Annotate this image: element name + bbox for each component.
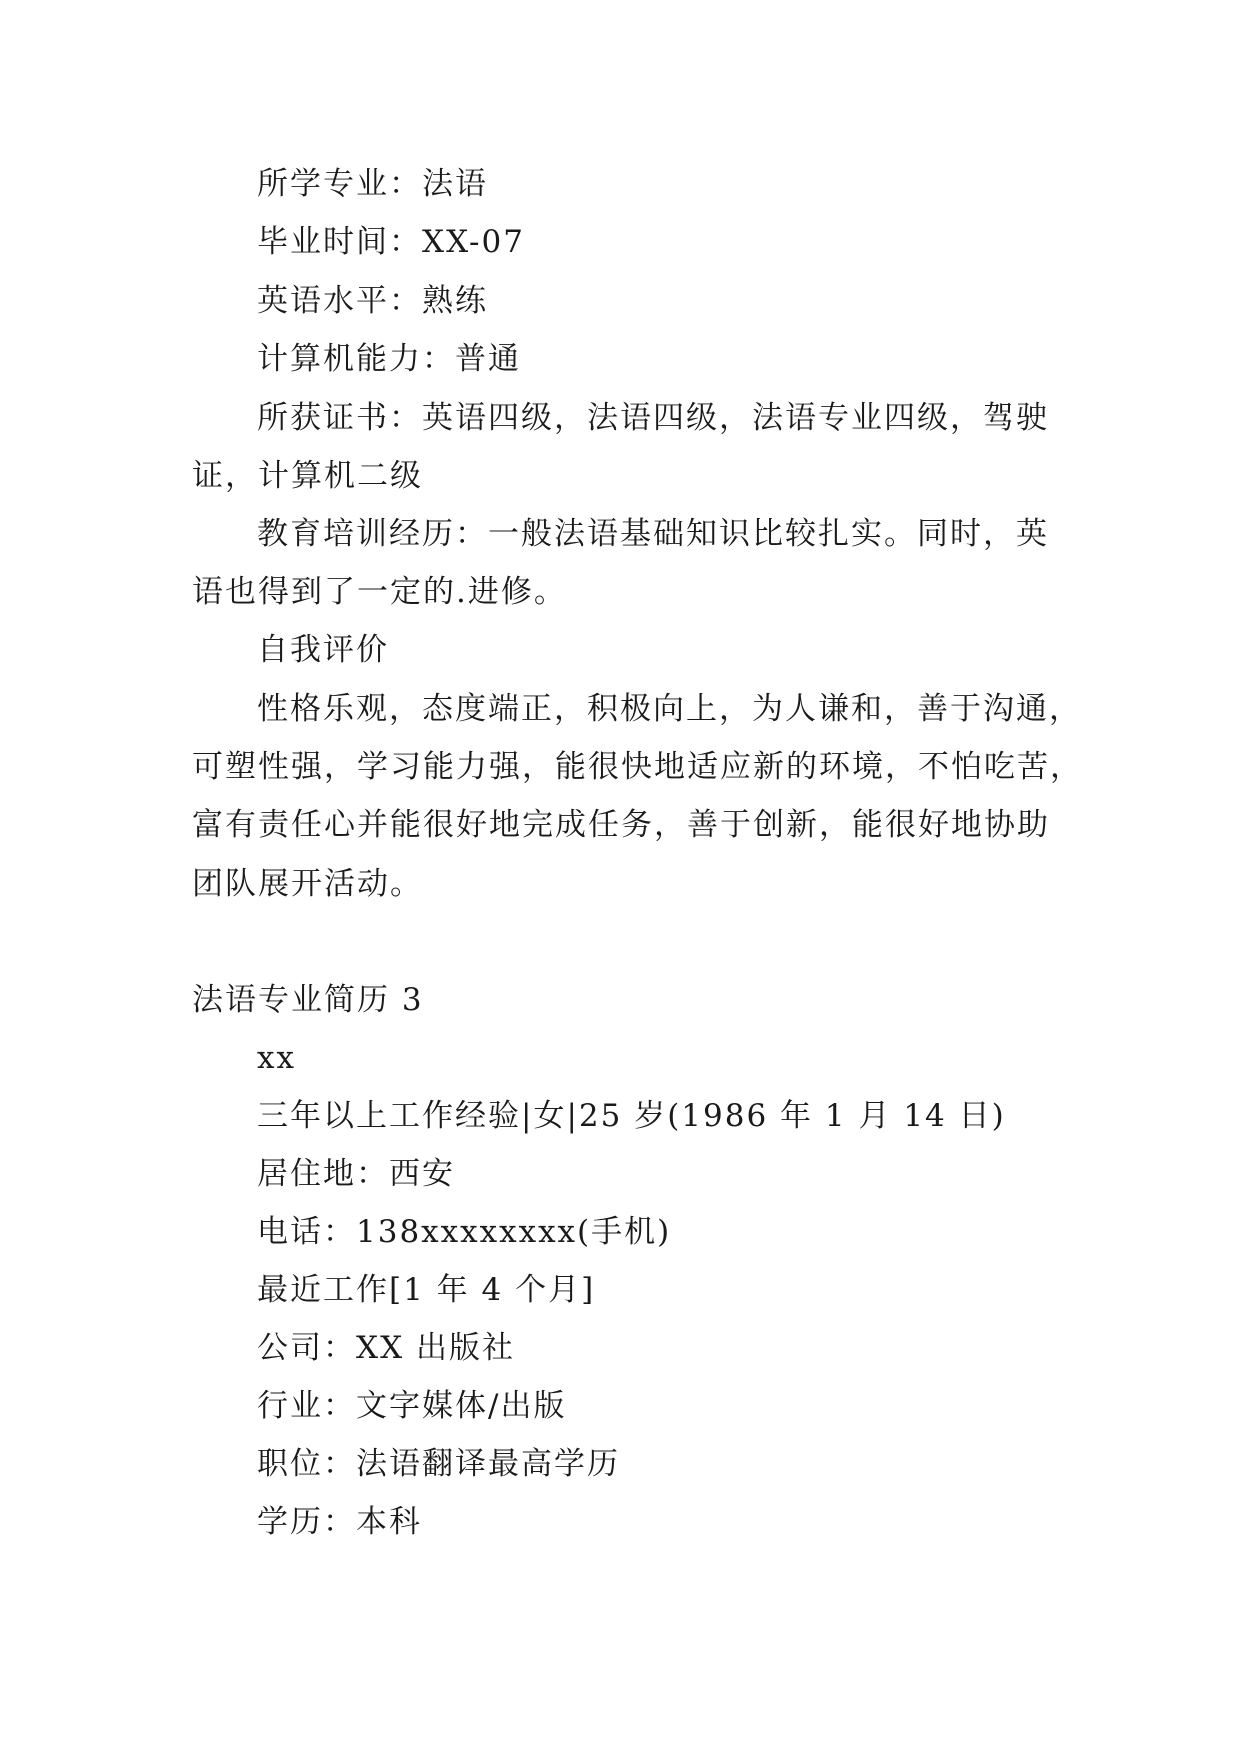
self-evaluation-line-4: 团队展开活动。 [192, 866, 423, 902]
resume-3-title: 法语专业简历 3 [192, 982, 424, 1018]
self-evaluation-line-3: 富有责任心并能很好地完成任务，善于创新，能很好地协助 [192, 807, 1050, 843]
recent-work-line: 最近工作[1 年 4 个月] [257, 1272, 596, 1308]
education-degree-line: 学历：本科 [257, 1504, 422, 1540]
self-evaluation-line-1: 性格乐观，态度端正，积极向上，为人谦和，善于沟通， [257, 691, 1082, 727]
education-line-2: 语也得到了一定的.进修。 [192, 574, 567, 610]
education-line-1: 教育培训经历：一般法语基础知识比较扎实。同时，英 [257, 516, 1049, 552]
computer-skill-line: 计算机能力：普通 [257, 341, 521, 377]
candidate-name: xx [257, 1040, 296, 1076]
self-evaluation-heading: 自我评价 [257, 632, 389, 668]
certificates-line-2: 证，计算机二级 [192, 458, 423, 494]
graduation-time-line: 毕业时间：XX-07 [257, 224, 525, 260]
industry-line: 行业：文字媒体/出版 [257, 1388, 567, 1424]
self-evaluation-line-2: 可塑性强，学习能力强，能很快地适应新的环境，不怕吃苦， [192, 749, 1083, 785]
candidate-summary: 三年以上工作经验|女|25 岁(1986 年 1 月 14 日) [257, 1098, 1006, 1134]
phone-line: 电话：138xxxxxxxx(手机) [257, 1214, 672, 1250]
major-line: 所学专业：法语 [257, 166, 488, 202]
certificates-line-1: 所获证书：英语四级，法语四级，法语专业四级，驾驶 [257, 400, 1049, 436]
company-line: 公司：XX 出版社 [257, 1330, 515, 1366]
residence-line: 居住地：西安 [257, 1156, 455, 1192]
position-line: 职位：法语翻译最高学历 [257, 1446, 620, 1482]
english-level-line: 英语水平：熟练 [257, 283, 488, 319]
